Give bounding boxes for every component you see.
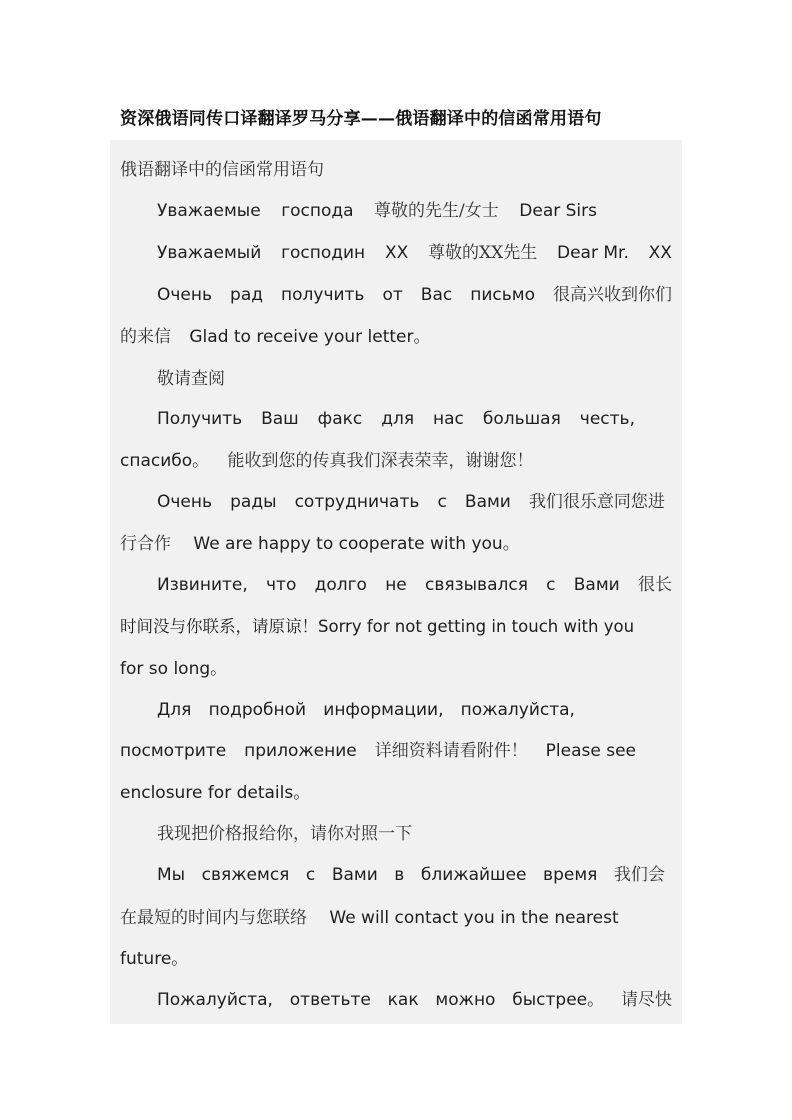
text-line xyxy=(120,653,672,683)
text-line xyxy=(120,445,672,475)
word: Очень xyxy=(157,492,213,512)
word: письмо xyxy=(470,285,535,305)
text-line xyxy=(157,985,672,1015)
word: Уважаемые xyxy=(157,201,261,221)
word: Для xyxy=(157,700,192,720)
word: XX xyxy=(648,243,672,263)
word: 尊敬的先生/女士 xyxy=(374,201,499,221)
text-line xyxy=(120,321,672,351)
word: 行合作 xyxy=(120,534,171,554)
word: Вами xyxy=(573,575,620,595)
word: Пожалуйста, xyxy=(157,990,273,1010)
text-line xyxy=(157,860,665,890)
word: посмотрите xyxy=(120,741,227,761)
word: в xyxy=(394,865,405,885)
word: получить xyxy=(281,285,365,305)
word: спасибо。 xyxy=(120,451,210,471)
word: Уважаемый xyxy=(157,243,262,263)
word: Ваш xyxy=(261,409,299,429)
word: факс xyxy=(317,409,363,429)
word: от xyxy=(382,285,403,305)
word: We are happy to cooperate with you。 xyxy=(193,534,520,554)
section-heading xyxy=(120,154,672,184)
word: 在最短的时间内与您联络 xyxy=(120,908,307,928)
word: We will contact you in the nearest xyxy=(329,908,619,928)
word: нас xyxy=(433,409,464,429)
word: Вас xyxy=(420,285,453,305)
word: рад xyxy=(230,285,263,305)
text-line xyxy=(157,487,665,517)
word: ответьте xyxy=(289,990,371,1010)
word: 我现把价格报给你，请你对照一下 xyxy=(157,824,412,844)
word: Вами xyxy=(331,865,378,885)
word: сотрудничать xyxy=(294,492,420,512)
text-line xyxy=(157,818,672,848)
word: enclosure for details。 xyxy=(120,783,311,803)
word: время xyxy=(543,865,598,885)
word: долго xyxy=(314,575,367,595)
word: что xyxy=(266,575,297,595)
text-line xyxy=(157,404,635,434)
word: 尊敬的XX先生 xyxy=(428,243,538,263)
word: 时间没与你联系，请原谅！Sorry for not getting in touch with you xyxy=(120,617,635,636)
word: не xyxy=(385,575,407,595)
word: future。 xyxy=(120,949,189,969)
word: честь, xyxy=(579,409,635,429)
word: Dear Sirs xyxy=(519,201,597,221)
text-line xyxy=(157,196,597,226)
word: информации, xyxy=(323,700,444,720)
word: Мы xyxy=(157,865,186,885)
word: 很长 xyxy=(637,575,672,595)
word: господин xyxy=(281,243,366,263)
word: рады xyxy=(230,492,277,512)
word: приложение xyxy=(244,741,357,761)
word: с xyxy=(546,575,556,595)
word: Please see xyxy=(545,741,636,761)
document-title: 资深俄语同传口译翻译罗马分享——俄语翻译中的信函常用语句 xyxy=(120,109,602,129)
word: 我们很乐意同您进 xyxy=(528,492,665,512)
word: 请尽快 xyxy=(620,990,672,1010)
text-line xyxy=(120,736,636,766)
word: 详细资料请看附件！ xyxy=(374,741,528,761)
word: 很高兴收到你们 xyxy=(552,285,672,305)
word: Получить xyxy=(157,409,243,429)
word: Извините, xyxy=(157,575,248,595)
word: большая xyxy=(482,409,561,429)
section-heading-text: 俄语翻译中的信函常用语句 xyxy=(120,160,324,180)
text-line xyxy=(120,611,672,641)
word: подробной xyxy=(208,700,307,720)
text-line xyxy=(120,902,672,932)
text-line xyxy=(157,238,672,268)
word: быстрее。 xyxy=(512,990,605,1010)
text-line xyxy=(157,570,672,600)
word: 我们会 xyxy=(613,865,665,885)
word: для xyxy=(381,409,415,429)
word: Dear Mr. xyxy=(557,243,629,263)
word: свяжемся xyxy=(201,865,290,885)
text-line xyxy=(120,528,672,558)
word: с xyxy=(305,865,316,885)
text-line xyxy=(120,943,672,973)
text-line xyxy=(120,777,672,807)
word: с xyxy=(437,492,447,512)
word: 敬请查阅 xyxy=(157,369,225,389)
word: Вами xyxy=(464,492,511,512)
word: как xyxy=(387,990,419,1010)
text-line xyxy=(157,695,575,725)
word: 能收到您的传真我们深表荣幸，谢谢您！ xyxy=(227,451,534,471)
word: можно xyxy=(435,990,496,1010)
text-line xyxy=(157,363,672,393)
word: связывался xyxy=(425,575,528,595)
text-line xyxy=(157,280,672,310)
word: XX xyxy=(384,243,409,263)
word: господа xyxy=(281,201,354,221)
word: Glad to receive your letter。 xyxy=(189,327,431,347)
word: Очень xyxy=(157,285,213,305)
word: пожалуйста, xyxy=(460,700,575,720)
word: for so long。 xyxy=(120,659,228,679)
word: ближайшее xyxy=(420,865,527,885)
word: 的来信 xyxy=(120,327,171,347)
